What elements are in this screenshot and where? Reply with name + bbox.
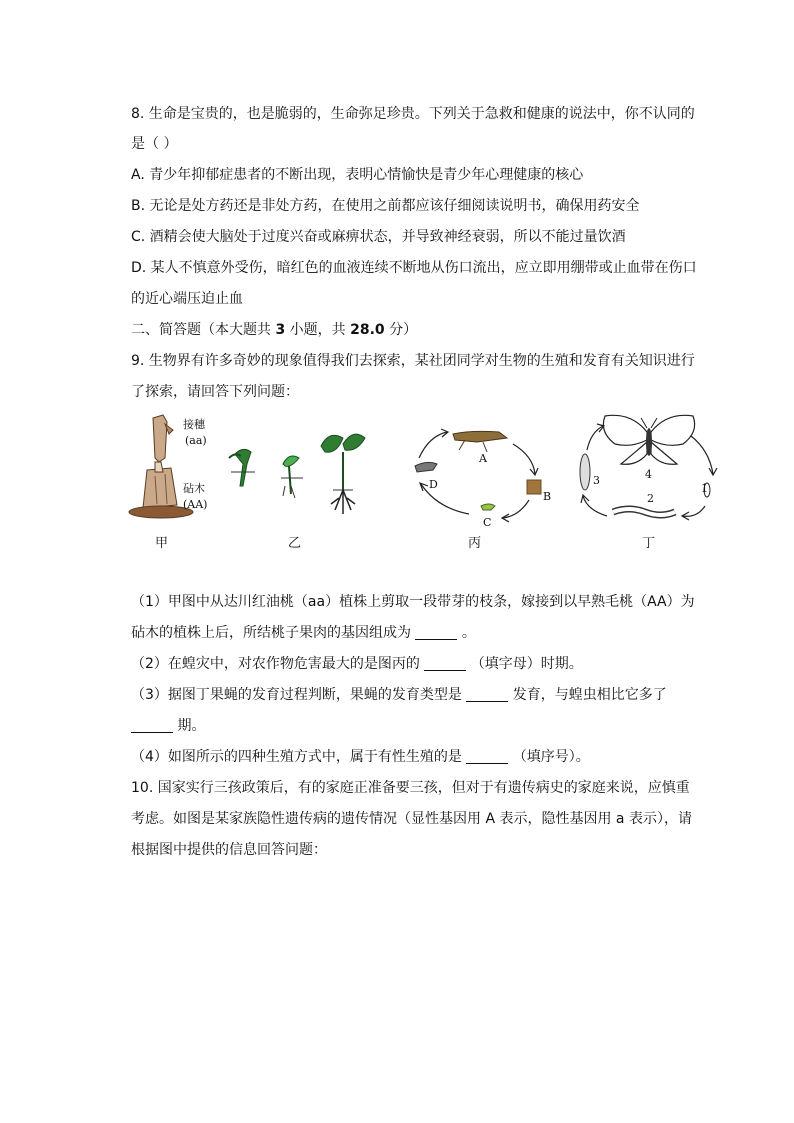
q9-part2	[131, 654, 583, 674]
stock-genotype: (AA)	[183, 498, 208, 511]
caption-jia: 甲	[155, 536, 169, 551]
q9-figure	[125, 410, 725, 555]
q9-part1-line1: （1）甲图中从达川红油桃（aa）植株上剪取一段带芽的枝条，嫁接到以早熟毛桃（AA）为	[131, 594, 695, 610]
answer-blank-1[interactable]	[415, 625, 457, 640]
q9-part3-line1	[131, 685, 667, 705]
q8-option-a: A. 青少年抑郁症患者的不断出现，表明心情愉快是青少年心理健康的核心	[131, 167, 584, 183]
q8-stem-line1: 8. 生命是宝贵的，也是脆弱的，生命弥足珍贵。下列关于急救和健康的说法中，你不认同的	[131, 106, 695, 122]
stage-4-label: 4	[645, 468, 652, 481]
q10-stem-line2: 考虑。如图是某家族隐性遗传病的遗传情况（显性基因用 A 表示，隐性基因用 a 表示），请	[131, 811, 692, 827]
answer-blank-3[interactable]	[466, 687, 508, 702]
locust-life-cycle-illustration	[397, 414, 557, 532]
caption-bing: 丙	[468, 536, 482, 551]
q9-part3-text: （3）据图丁果蝇的发育过程判断，果蝇的发育类型是	[131, 687, 467, 703]
q9-part2-end: （填字母）时期。	[466, 656, 583, 672]
q9-part4-end: （填序号）。	[508, 749, 590, 765]
section-mid: 小题，共	[285, 322, 351, 338]
q9-part3-cont: 发育，与蝗虫相比它多了	[508, 687, 667, 703]
section-prefix: 二、简答题（本大题共	[131, 322, 276, 338]
q9-part1-line2	[131, 623, 476, 643]
stage-1-label: 1	[701, 482, 708, 495]
caption-yi: 乙	[288, 536, 302, 551]
stage-3-label: 3	[593, 474, 600, 487]
scion-label: 接穗	[183, 418, 205, 431]
answer-blank-2[interactable]	[424, 656, 466, 671]
section-suffix: 分）	[384, 322, 418, 338]
section-heading	[131, 320, 417, 340]
q9-part3-line2	[131, 716, 205, 736]
q10-stem-line3: 根据图中提供的信息回答问题：	[131, 842, 327, 858]
q9-part4-text: （4）如图所示的四种生殖方式中，属于有性生殖的是	[131, 749, 467, 765]
section-score: 28.0	[350, 322, 385, 338]
q8-option-d-line1: D. 某人不慎意外受伤，暗红色的血液连续不断地从伤口流出，应立即用绷带或止血带在伤口	[131, 260, 697, 276]
q8-option-b: B. 无论是处方药还是非处方药，在使用之前都应该仔细阅读说明书，确保用药安全	[131, 198, 640, 214]
q9-part4	[131, 747, 590, 767]
section-count: 3	[275, 322, 286, 338]
q8-stem-line2: 是（ ）	[131, 136, 178, 152]
q10-stem-line1: 10. 国家实行三孩政策后，有的家庭正准备要三孩，但对于有遗传病史的家庭来说，应慎重	[131, 780, 690, 796]
q9-part3-end: 期。	[173, 718, 206, 734]
stage-a-label: A	[479, 452, 487, 465]
stage-2-label: 2	[647, 492, 654, 505]
caption-ding: 丁	[642, 536, 656, 551]
answer-blank-5[interactable]	[466, 749, 508, 764]
q8-option-d-line2: 的近心端压迫止血	[131, 291, 243, 307]
stage-d-label: D	[429, 478, 438, 491]
stage-c-label: C	[483, 516, 492, 529]
seed-germination-illustration	[225, 424, 375, 524]
stock-label: 砧木	[183, 482, 205, 495]
q9-part1-text: 砧木的植株上后，所结桃子果肉的基因组成为	[131, 625, 416, 641]
q9-part1-end: 。	[457, 625, 476, 641]
scion-genotype: (aa)	[185, 434, 207, 447]
stage-b-label: B	[543, 490, 552, 503]
q9-stem-line2: 了探索，请回答下列问题：	[131, 384, 299, 400]
answer-blank-4[interactable]	[131, 718, 173, 733]
q9-stem-line1: 9. 生物界有许多奇妙的现象值得我们去探索，某社团同学对生物的生殖和发育有关知识进行	[131, 353, 695, 369]
q9-part2-text: （2）在蝗灾中，对农作物危害最大的是图丙的	[131, 656, 425, 672]
q8-option-c: C. 酒精会使大脑处于过度兴奋或麻痹状态，并导致神经衰弱，所以不能过量饮酒	[131, 229, 626, 245]
